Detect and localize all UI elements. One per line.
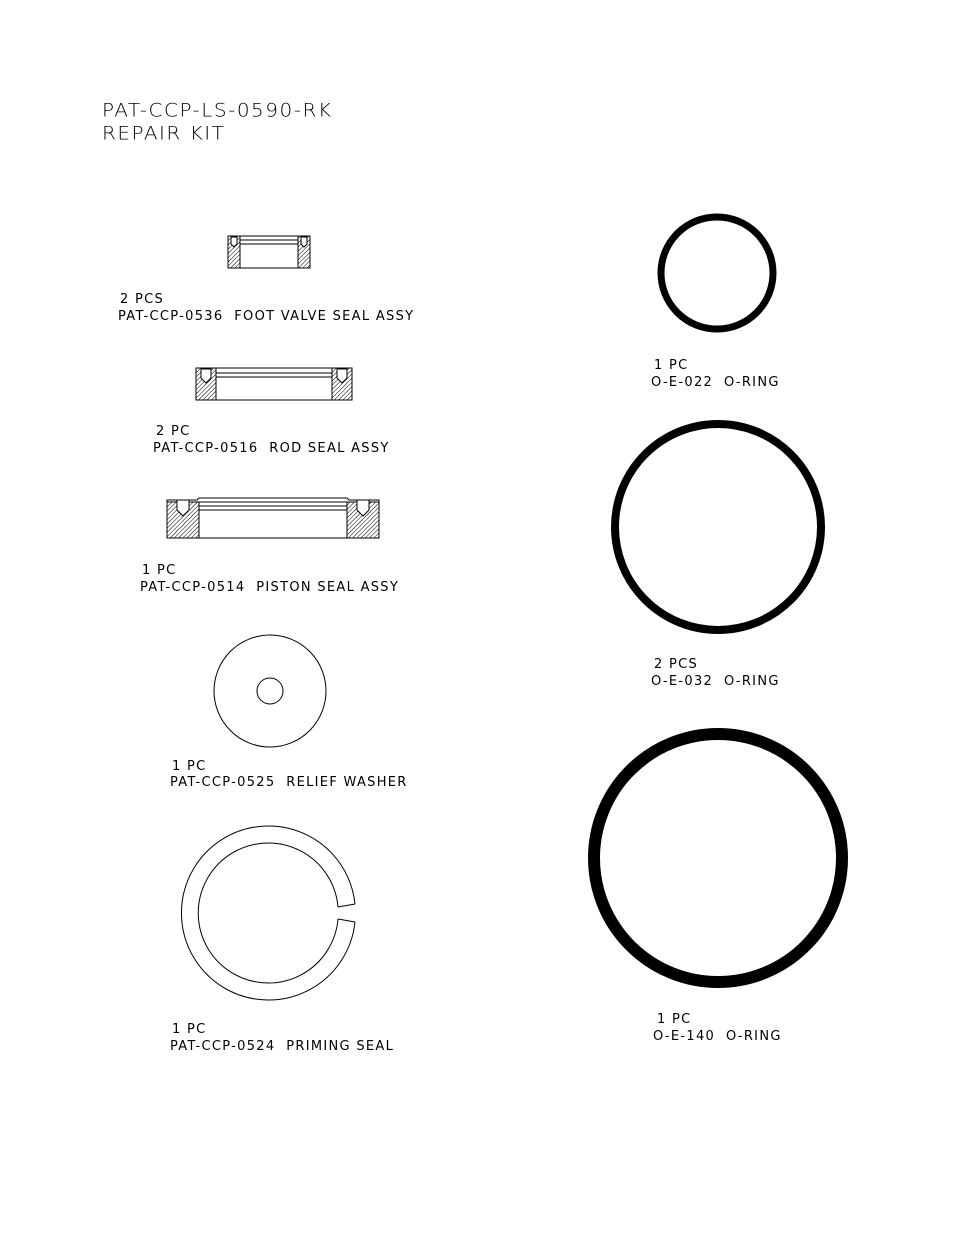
rod-seal-drawing: [194, 366, 354, 402]
item-8-qty: 1 PC: [657, 1012, 692, 1027]
item-6-desc: O-E-022 O-RING: [651, 375, 780, 390]
item-4-desc: PAT-CCP-0525 RELIEF WASHER: [170, 775, 408, 790]
relief-washer-drawing: [210, 632, 330, 752]
item-7-desc: O-E-032 O-RING: [651, 674, 780, 689]
o-ring-140-drawing: [584, 724, 852, 992]
item-2-qty: 2 PC: [156, 424, 191, 439]
item-7-qty: 2 PCS: [654, 657, 699, 672]
piston-seal-drawing: [165, 496, 381, 540]
item-1-desc: PAT-CCP-0536 FOOT VALVE SEAL ASSY: [118, 309, 415, 324]
item-1-qty: 2 PCS: [120, 292, 165, 307]
kit-subtitle: REPAIR KIT: [102, 121, 226, 145]
kit-part-number: PAT-CCP-LS-0590-RK: [102, 98, 333, 122]
priming-seal-drawing: [178, 824, 362, 1008]
o-ring-032-drawing: [608, 418, 828, 638]
item-4-qty: 1 PC: [172, 759, 207, 774]
item-3-desc: PAT-CCP-0514 PISTON SEAL ASSY: [140, 580, 400, 595]
item-6-qty: 1 PC: [654, 358, 689, 373]
foot-valve-seal-drawing: [226, 234, 312, 270]
o-ring-022-drawing: [655, 210, 781, 336]
item-5-desc: PAT-CCP-0524 PRIMING SEAL: [170, 1039, 395, 1054]
item-5-qty: 1 PC: [172, 1022, 207, 1037]
item-2-desc: PAT-CCP-0516 ROD SEAL ASSY: [153, 441, 390, 456]
item-8-desc: O-E-140 O-RING: [653, 1029, 782, 1044]
item-3-qty: 1 PC: [142, 563, 177, 578]
